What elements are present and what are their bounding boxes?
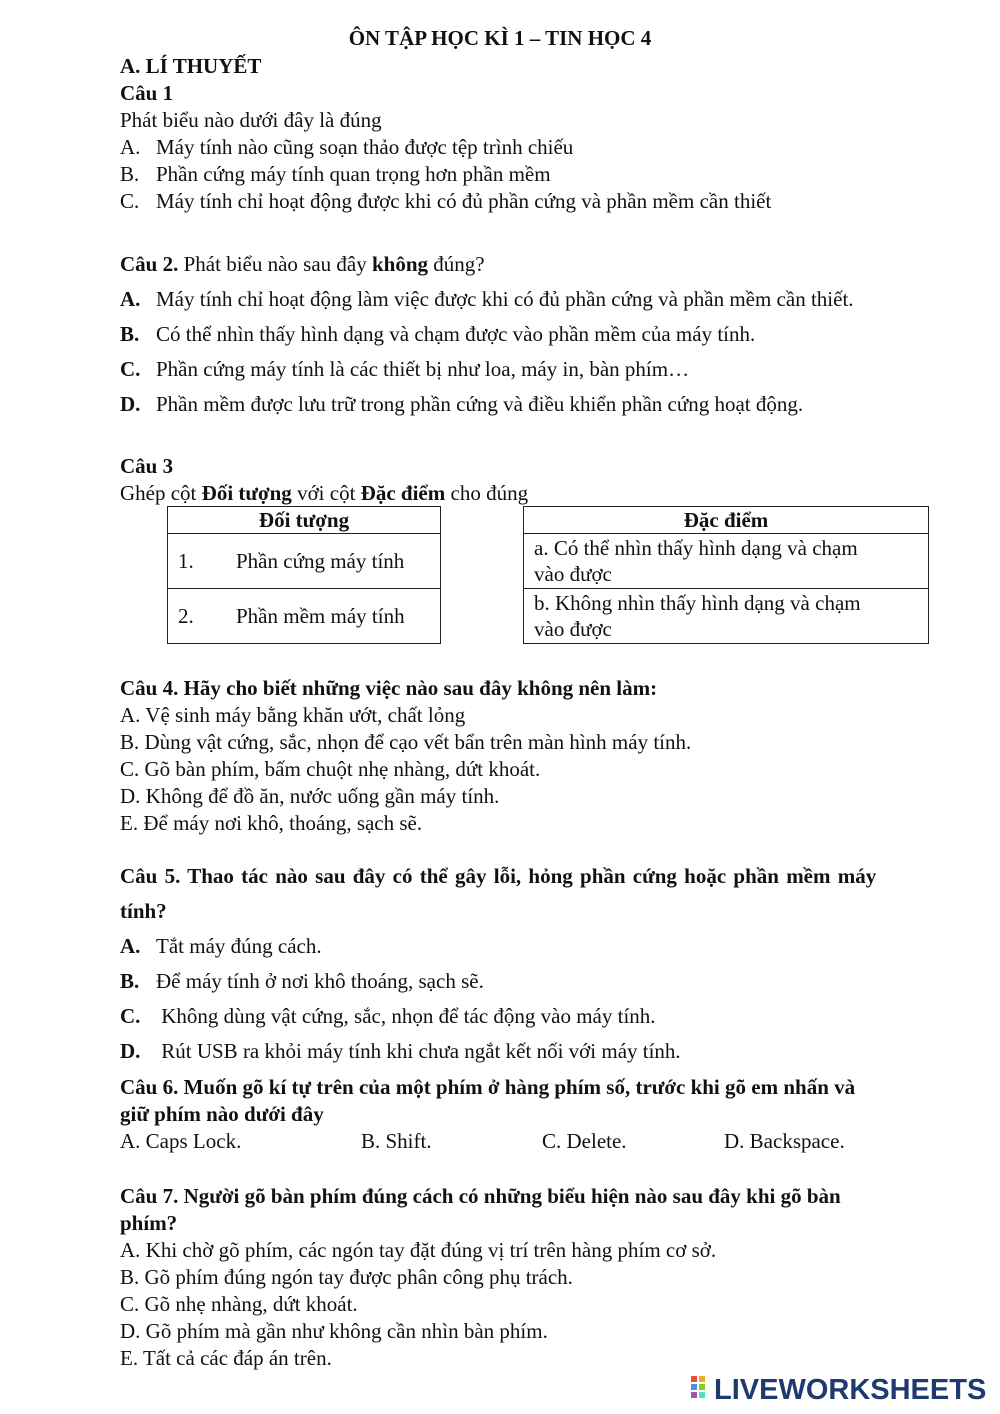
q5-heading-line2: tính? [120,899,167,923]
q4-option-c[interactable]: C. Gõ bàn phím, bấm chuột nhẹ nhàng, dứt khoát. [120,757,541,781]
q5-option-c[interactable]: C. Không dùng vật cứng, sắc, nhọn để tác động vào máy tính. [120,1004,656,1028]
q3-label: Câu 3 [120,454,174,478]
q3-right-header: Đặc điểm [524,507,929,534]
q2-option-b[interactable]: B. Có thể nhìn thấy hình dạng và chạm được vào phần mềm của máy tính. [120,322,756,346]
liveworksheets-logo-icon [691,1376,713,1402]
q5-option-a[interactable]: A. Tắt máy đúng cách. [120,934,322,958]
q2-prompt: Câu 2. Phát biểu nào sau đây không đúng? [120,252,485,276]
q6-option-b[interactable]: B. Shift. [361,1129,432,1153]
q7-option-a[interactable]: A. Khi chờ gõ phím, các ngón tay đặt đúng vị trí trên hàng phím cơ sở. [120,1238,717,1262]
q3-prompt: Ghép cột Đối tượng với cột Đặc điểm cho đúng [120,481,529,505]
q3-right-row-b[interactable]: b. Không nhìn thấy hình dạng và chạm vào được [524,589,929,644]
q3-right-row-a[interactable]: a. Có thể nhìn thấy hình dạng và chạm vào được [524,534,929,589]
q7-option-e[interactable]: E. Tất cả các đáp án trên. [120,1346,332,1370]
q1-option-b[interactable]: B. Phần cứng máy tính quan trọng hơn phần mềm [120,162,551,186]
q5-option-b[interactable]: B. Để máy tính ở nơi khô thoáng, sạch sẽ. [120,969,484,993]
q3-left-table [167,506,441,644]
section-heading: A. LÍ THUYẾT [120,54,262,78]
q1-prompt: Phát biểu nào dưới đây là đúng [120,108,382,132]
page-title: ÔN TẬP HỌC KÌ 1 – TIN HỌC 4 [348,26,652,50]
q7-heading-line1: Câu 7. Người gõ bàn phím đúng cách có những biểu hiện nào sau đây khi gõ bàn [120,1184,841,1208]
q7-option-d[interactable]: D. Gõ phím mà gần như không cần nhìn bàn phím. [120,1319,548,1343]
q4-option-d[interactable]: D. Không để đồ ăn, nước uống gần máy tính. [120,784,500,808]
q3-left-row-2[interactable]: 2. Phần mềm máy tính [168,589,441,644]
q2-option-a[interactable]: A. Máy tính chỉ hoạt động làm việc được khi có đủ phần cứng và phần mềm cần thiết. [120,287,854,311]
q2-option-d[interactable]: D. Phần mềm được lưu trữ trong phần cứng và điều khiển phần cứng hoạt động. [120,392,804,416]
q1-option-c[interactable]: C. Máy tính chỉ hoạt động được khi có đủ phần cứng và phần mềm cần thiết [120,189,772,213]
q6-heading-line2: giữ phím nào dưới đây [120,1102,324,1126]
q6-option-a[interactable]: A. Caps Lock. [120,1129,242,1153]
q5-option-d[interactable]: D. Rút USB ra khỏi máy tính khi chưa ngắt kết nối với máy tính. [120,1039,681,1063]
q7-option-b[interactable]: B. Gõ phím đúng ngón tay được phân công phụ trách. [120,1265,573,1289]
q7-option-c[interactable]: C. Gõ nhẹ nhàng, dứt khoát. [120,1292,358,1316]
q6-option-c[interactable]: C. Delete. [542,1129,627,1153]
q1-label: Câu 1 [120,81,174,105]
q7-heading-line2: phím? [120,1211,178,1235]
q4-option-b[interactable]: B. Dùng vật cứng, sắc, nhọn để cạo vết bẩn trên màn hình máy tính. [120,730,692,754]
q3-left-header: Đối tượng [168,507,441,534]
liveworksheets-watermark: LIVEWORKSHEETS [714,1374,987,1406]
q3-left-row-1[interactable]: 1. Phần cứng máy tính [168,534,441,589]
q1-option-a[interactable]: A. Máy tính nào cũng soạn thảo được tệp trình chiếu [120,135,574,159]
q4-heading: Câu 4. Hãy cho biết những việc nào sau đây không nên làm: [120,676,658,700]
q4-option-a[interactable]: A. Vệ sinh máy bằng khăn ướt, chất lỏng [120,703,466,727]
q3-right-table [523,506,929,644]
q6-heading-line1: Câu 6. Muốn gõ kí tự trên của một phím ở hàng phím số, trước khi gõ em nhấn và [120,1075,856,1099]
q5-heading-line1: Câu 5. Thao tác nào sau đây có thể gây lỗi, hỏng phần cứng hoặc phần mềm máy [120,864,877,888]
q2-option-c[interactable]: C. Phần cứng máy tính là các thiết bị như loa, máy in, bàn phím… [120,357,690,381]
q6-option-d[interactable]: D. Backspace. [724,1129,845,1153]
q4-option-e[interactable]: E. Để máy nơi khô, thoáng, sạch sẽ. [120,811,423,835]
